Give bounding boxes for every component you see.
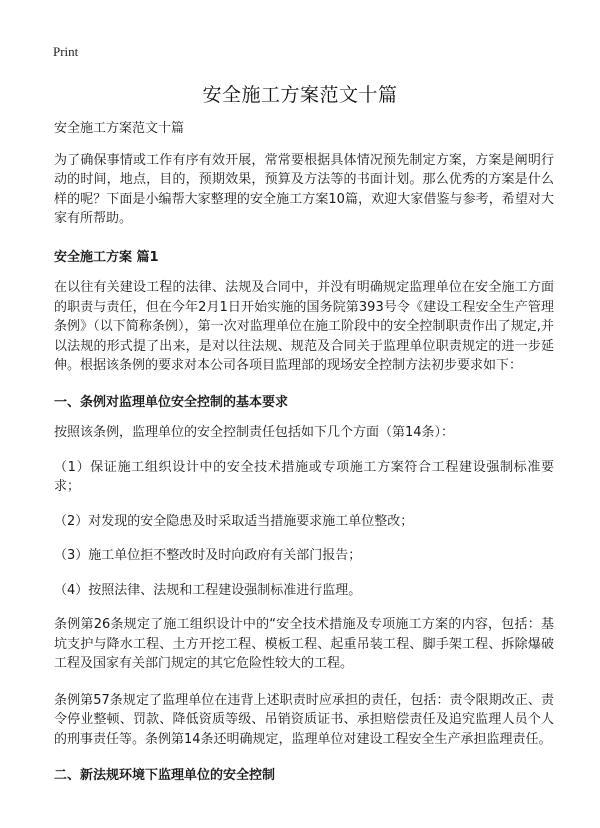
- list-item-2: （2）对发现的安全隐患及时采取适当措施要求施工单位整改；: [54, 513, 414, 529]
- heading-part-one: 一、条例对监理单位安全控制的基本要求: [54, 394, 289, 410]
- list-item-4: （4）按照法律、法规和工程建设强制标准进行监理。: [54, 582, 362, 598]
- article-57-paragraph: 条例第57条规定了监理单位在违背上述职责时应承担的责任，包括：责令限期改正、责令停业整顿、罚款、降低资质等级、吊销资质证书、承担赔偿责任及追究监理人员个人的刑事责任等。条例第14条还明确规定，监理单位对建设工程安全生产承担监理责任。: [54, 692, 554, 747]
- document-subtitle: 安全施工方案范文十篇: [54, 121, 185, 136]
- print-label: Print: [53, 44, 79, 59]
- section-1-paragraph: 在以往有关建设工程的法律、法规及合同中，并没有明确规定监理单位在安全施工方面的职责与责任，但在今年2月1日开始实施的国务院第393号令《建设工程安全生产管理条例》（以下简称条例），第一次对监理单位在施工阶段中的安全控制职责作出了规定,并以法规的形式提了出来，是对以往法规、规范及合同关于监理单位职责规定的进一步延伸。根据该条例的要求对本公司各项目监理部的现场安全控制方法初步要求如下：: [54, 280, 554, 373]
- heading-part-two: 二、新法规环境下监理单位的安全控制: [54, 768, 276, 783]
- document-body: [54, 119, 554, 797]
- section-heading-1: 安全施工方案 篇1: [54, 249, 159, 265]
- list-item-1: （1）保证施工组织设计中的安全技术措施或专项施工方案符合工程建设强制标准要求；: [54, 459, 554, 494]
- list-item-3: （3）施工单位拒不整改时及时向政府有关部门报告；: [54, 548, 362, 563]
- document-title: 安全施工方案范文十篇: [202, 84, 398, 106]
- intro-paragraph: 为了确保事情或工作有序有效开展，常常要根据具体情况预先制定方案，方案是阐明行动的时间，地点，目的，预期效果，预算及方法等的书面计划。那么优秀的方案是什么样的呢？下面是小编帮大家整理的安全施工方案10篇，欢迎大家借鉴与参考，希望对大家有所帮助。: [54, 152, 554, 226]
- responsibility-intro: 按照该条例，监理单位的安全控制责任包括如下几个方面（第14条）：: [54, 425, 455, 440]
- article-26-paragraph: 条例第26条规定了施工组织设计中的“安全技术措施及专项施工方案的内容，包括：基坑支护与降水工程、土方开挖工程、模板工程、起重吊装工程、脚手架工程、拆除爆破工程及国家有关部门规定的其它危险性较大的工程。: [54, 617, 554, 671]
